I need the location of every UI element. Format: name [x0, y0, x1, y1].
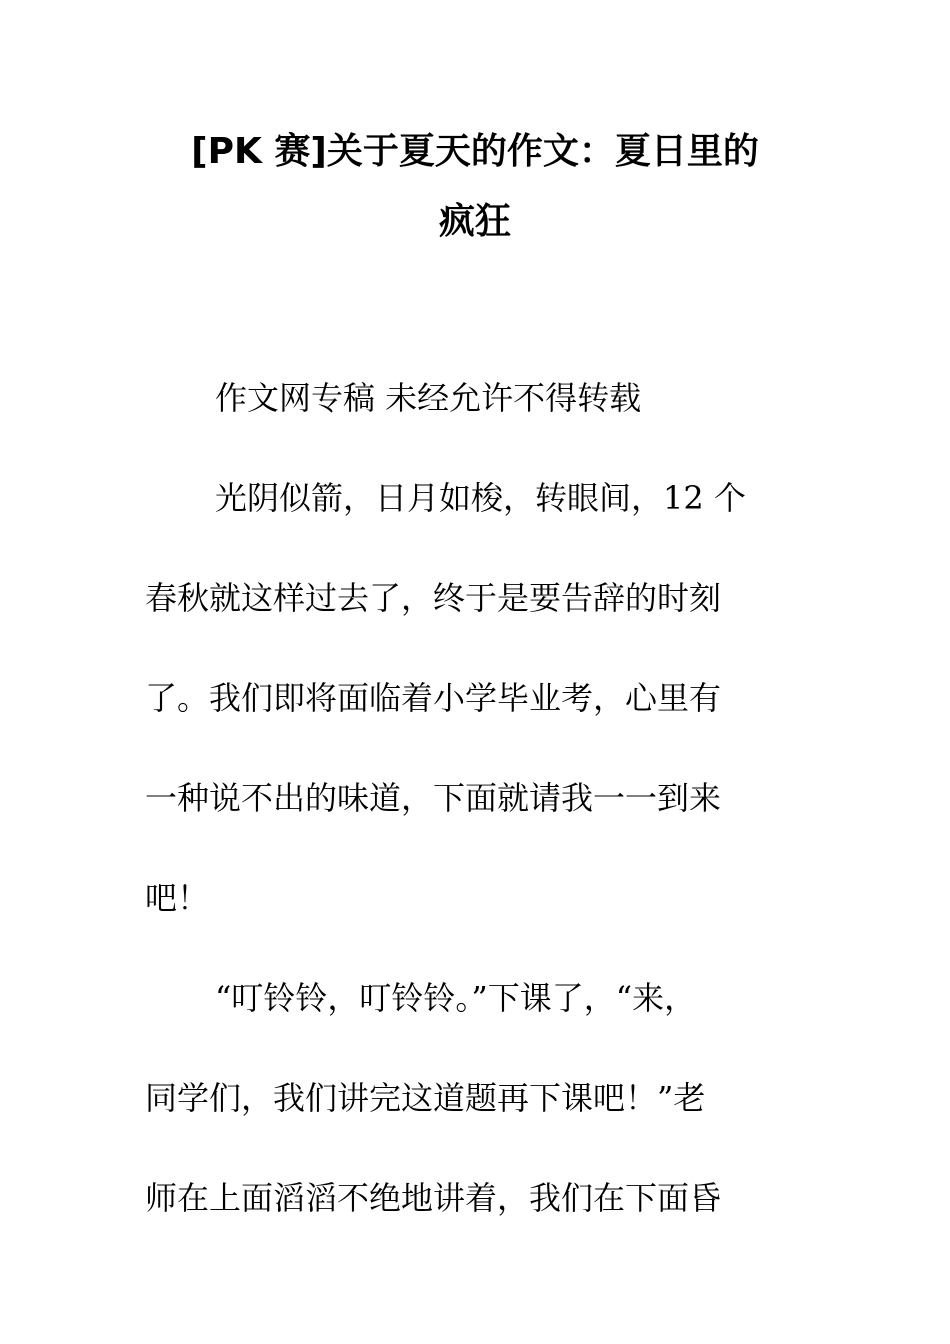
- paragraph-1-line-3: 了。我们即将面临着小学毕业考，心里有: [145, 679, 722, 717]
- document-title: [130, 117, 820, 257]
- paragraph-2-line-2: 同学们，我们讲完这道题再下课吧！”老: [145, 1079, 706, 1117]
- title-line-1: [PK 赛]关于夏天的作文：夏日里的: [191, 131, 759, 172]
- title-line-2: 疯狂: [438, 201, 511, 242]
- paragraph-1-line-2: 春秋就这样过去了，终于是要告辞的时刻: [145, 579, 722, 617]
- paragraph-2-line-1: “叮铃铃，叮铃铃。”下课了，“来，: [215, 979, 697, 1017]
- paragraph-1-line-1: 光阴似箭，日月如梭，转眼间，12 个: [215, 479, 746, 517]
- paragraph-1-line-5: 吧！: [145, 879, 210, 917]
- byline: 作文网专稿 未经允许不得转载: [215, 379, 642, 417]
- paragraph-2-line-3: 师在上面滔滔不绝地讲着，我们在下面昏: [145, 1179, 722, 1217]
- paragraph-1-line-4: 一种说不出的味道，下面就请我一一到来: [145, 779, 722, 817]
